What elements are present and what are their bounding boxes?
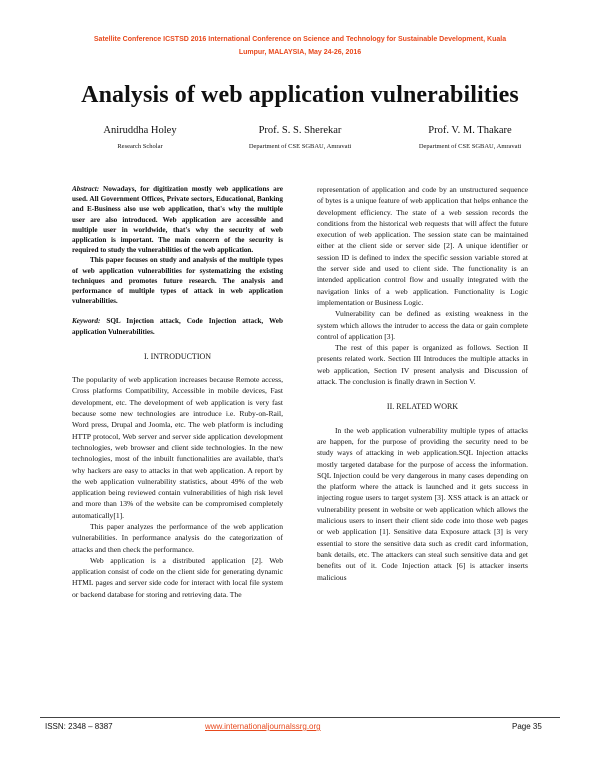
author-affiliation: Department of CSE SGBAU, Amravati — [248, 143, 352, 150]
paper-title: Analysis of web application vulnerabilities — [81, 82, 519, 108]
right-column — [317, 184, 528, 583]
author-affiliation: Department of CSE SGBAU, Amravati — [418, 143, 522, 150]
abstract-label: Abstract: — [72, 185, 100, 193]
section-heading-related-work: II. RELATED WORK — [386, 402, 459, 412]
keywords — [72, 316, 283, 336]
author-affiliation: Research Scholar — [117, 143, 163, 150]
abstract-paragraph-2: This paper focuses on study and analysis of the multiple types of web application vulnerabilities for systematizing the existing techniques and promotes future research. The analysis and performance of multiple types of attack in web application vulnerabilities. — [72, 256, 283, 306]
keywords-label: Keyword: — [72, 317, 101, 326]
footer-website-link[interactable]: www.internationaljournalssrg.org — [205, 722, 321, 731]
body-paragraph-2: Vulnerability can be defined as existing weakness in the system which allows the intruder to access the data or gain complete control of application [3]. — [317, 309, 528, 341]
intro-paragraph-2: This paper analyzes the performance of the web application vulnerabilities. In performance analysis do the categorization of attacks and then check the performance. — [72, 522, 283, 554]
author-2 — [215, 124, 385, 151]
footer-page-number: Page 35 — [512, 722, 542, 731]
section-heading-introduction: I. INTRODUCTION — [143, 351, 212, 361]
intro-paragraph-1: The popularity of web application increases because Remote access, Cross platforms Compatibility, Accessible in mobile devices, Fast development, etc. The development of web application is very fast because some new technologies are introduce i.e. Ruby-on-Rail, Word press, Drupal and Joomla, etc. The web platform is including HTTP protocol, Web server and server side application development technologies, web browser and client side technologies. In the new technologies, most of the inbuilt functionalities are available, that's why hackers are easy to attacks in that web application. A report by the web application vulnerability statistics, about 49% of the web application being reviewed contain vulnerabilities of high risk level and more than 13% of the website can be compromised completely automatically[1]. — [72, 375, 283, 520]
intro-paragraph-3: Web application is a distributed application [2]. Web application consist of code on the client side for generating dynamic HTML pages and server side code for interact with local file system or backend database for storing and retrieving data. The — [72, 555, 283, 599]
body-paragraph-1: representation of application and code by an unstructured sequence of bytes is a unique feature of web application that helps enhance the development efficiency. The state of a web session records the conditions from the historical web requests that will affect the future execution of web application. The session state can be maintained either at the client side or server side [2]. A unique identifier or session ID is defined to index the specific session variable stored at the server side and used to client side. The functionality is an intended application control flow and usually integrated with the navigation links of a web application. Functionality is Logic implementation or Business Logic. — [317, 185, 528, 307]
author-3 — [385, 124, 555, 151]
author-name: Aniruddha Holey — [103, 125, 177, 136]
conference-line-2: Lumpur, MALAYSIA, May 24-26, 2016 — [238, 49, 362, 56]
footer-divider — [40, 717, 560, 718]
related-work-paragraph: In the web application vulnerability multiple types of attacks are happen, for the purpose of providing the security need to be study ways of attacking in web application.SQL Injection attacks mostly targeted database for the purpose of access the information. SQL Injection could be very dangerous in many cases depending on the platform where the attack is launched and it gets success in injecting rogue users to target system [3]. XSS attack is an attack or vulnerability present in website or web application which allows the malicious users to insert their client side code into those web pages or web application [1]. Sensitive data Exposure attack [3] is very essential to store the sensitive data such as credit card information, bank details, etc. The attackers can steal such sensitive data and get benefits out of it. Code Injection attack [6] is attacker inserts malicious — [317, 425, 528, 582]
author-name: Prof. S. S. Sherekar — [258, 125, 342, 136]
abstract-text: Nowadays, for digitization mostly web applications are used. All Government Offices, Private sectors, Educational, Banking and E-Business also use web application, that's why the multiple user are also introduced. Web application are accessible and multiple user in worldwide, that's why the security of web application is important. The main concern of the security is required to study the vulnerabilities of the web application. — [72, 185, 283, 255]
body-paragraph-3: The rest of this paper is organized as follows. Section II presents related work. Section III Introduces the multiple attacks in web application, Section IV present analysis and Discussion of attack. The conclusion is finally drawn in Section V. — [317, 343, 528, 387]
abstract — [72, 184, 283, 255]
left-column — [72, 184, 283, 600]
footer-issn: ISSN: 2348 – 8387 — [45, 722, 113, 731]
conference-header — [55, 33, 545, 59]
author-name: Prof. V. M. Thakare — [428, 125, 512, 136]
conference-line-1: Satellite Conference ICSTSD 2016 International Conference on Science and Technology for Sustainable Development, Kuala — [93, 36, 507, 43]
author-1 — [55, 124, 225, 151]
keywords-text: SQL Injection attack, Code Injection attack, Web application Vulnerabilities. — [72, 317, 283, 336]
